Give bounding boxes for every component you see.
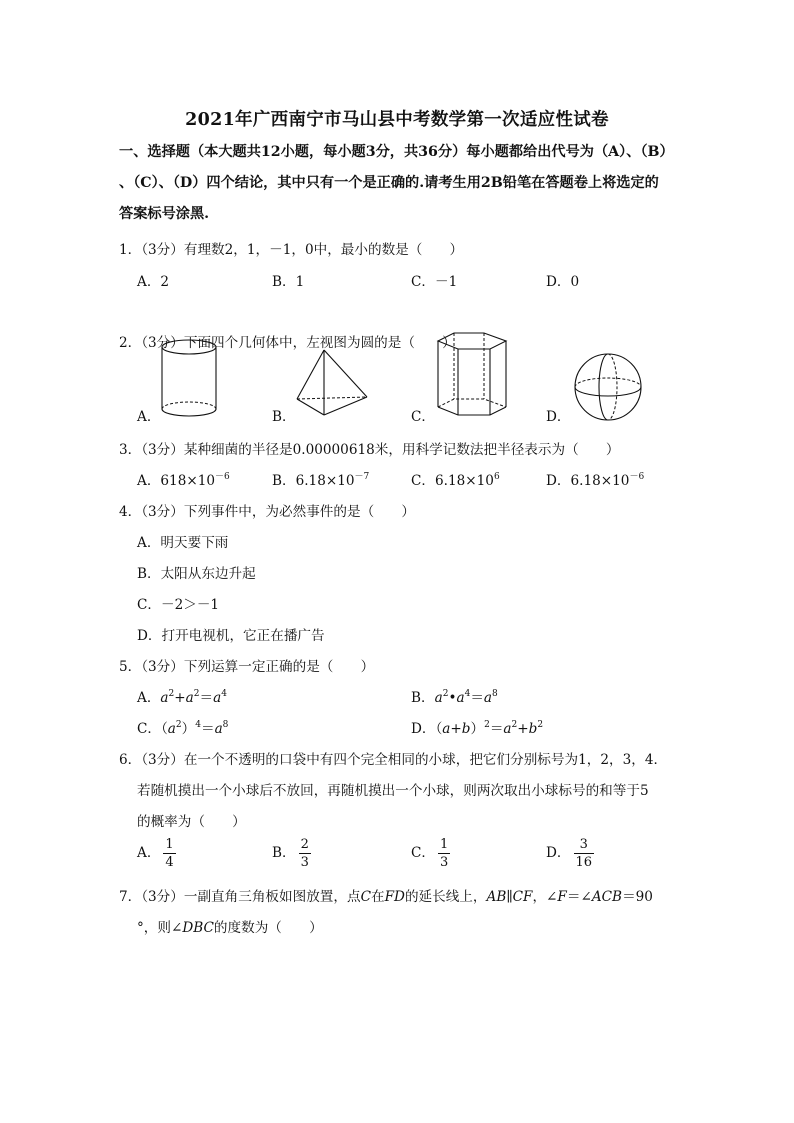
question-7-line-2: °，则∠DBC的度数为（ ） [137,920,323,936]
hexagonal-prism-icon [432,329,512,421]
question-5-stem: 5．（3分）下列运算一定正确的是（ ） [119,659,375,675]
q1-option-d: D．0 [546,274,580,290]
q1-option-a: A．2 [137,274,170,290]
q4-option-d: D．打开电视机，它正在播广告 [137,628,325,644]
question-1-stem: 1．（3分）有理数2，1，－1，0中，最小的数是（ ） [119,242,464,258]
q1-option-b: B．1 [272,274,305,290]
q6-option-a: A． $\frac{1}{4}$ [137,837,174,870]
section-instructions [119,137,679,230]
question-4-stem: 4．（3分）下列事件中，为必然事件的是（ ） [119,504,415,520]
page-title: 2021年广西南宁市马山县中考数学第一次适应性试卷 [185,110,609,130]
q3-option-b: B．$6.18\times 10^{-7}$ [272,472,370,489]
question-2-stem: 2．（3分）下面四个几何体中，左视图为圆的是（ ） [119,335,456,351]
q4-option-a: A．明天要下雨 [137,535,229,551]
q6-option-b: B． $\frac{2}{3}$ [272,837,309,870]
q4-option-c: C．－2＞－1 [137,597,220,613]
q2-label-a: A． [137,409,161,425]
question-6-line-3: 的概率为（ ） [137,814,246,830]
fraction: $\frac{3}{16}$ [575,837,593,870]
question-7-line-1: 7．（3分）一副直角三角板如图放置，点C在FD的延长线上，AB∥CF，∠F＝∠ACB＝90 [119,889,653,905]
fraction: $\frac{2}{3}$ [300,837,309,870]
q5-option-c: C．$(a^2)^4=a^8$ [137,720,229,737]
q3-option-a: A．$618\times 10^{-6}$ [137,472,230,489]
q6-option-c: C． $\frac{1}{3}$ [411,837,449,870]
q5-option-a: A．$a^2+a^2=a^4$ [137,689,227,706]
question-6-line-2: 若随机摸出一个小球后不放回，再随机摸出一个小球，则两次取出小球标号的和等于5 [137,783,649,799]
fraction: $\frac{1}{3}$ [440,837,449,870]
q2-label-c: C． [411,409,435,425]
q3-option-d: D．$6.18\times 10^{-6}$ [546,472,645,489]
q1-option-c: C．－1 [411,274,458,290]
q6-option-d: D． $\frac{3}{16}$ [546,837,593,870]
sphere-icon [571,353,645,421]
section-line-3: 答案标号涂黑. [119,206,210,222]
section-line-1: 一、选择题（本大题共12小题，每小题3分，共36分）每小题都给出代号为（A）、（B） [119,144,674,160]
triangular-pyramid-icon [294,347,370,419]
q5-option-d: D．$(a+b)^2=a^2+b^2$ [411,720,544,737]
cylinder-icon [158,337,220,422]
q5-option-b: B．$a^2•a^4=a^8$ [411,689,498,706]
q2-label-d: D． [546,409,571,425]
q4-option-b: B．太阳从东边升起 [137,566,256,582]
section-line-2: 、（C）、（D）四个结论，其中只有一个是正确的.请考生用2B铅笔在答题卷上将选定的 [119,175,659,191]
q3-option-c: C．$6.18\times 10^6$ [411,472,500,489]
question-3-stem: 3．（3分）某种细菌的半径是0.00000618米，用科学记数法把半径表示为（ ） [119,442,620,458]
fraction: $\frac{1}{4}$ [165,837,174,870]
q2-label-b: B． [272,409,296,425]
question-6-line-1: 6．（3分）在一个不透明的口袋中有四个完全相同的小球，把它们分别标号为1，2，3，4． [119,752,668,768]
